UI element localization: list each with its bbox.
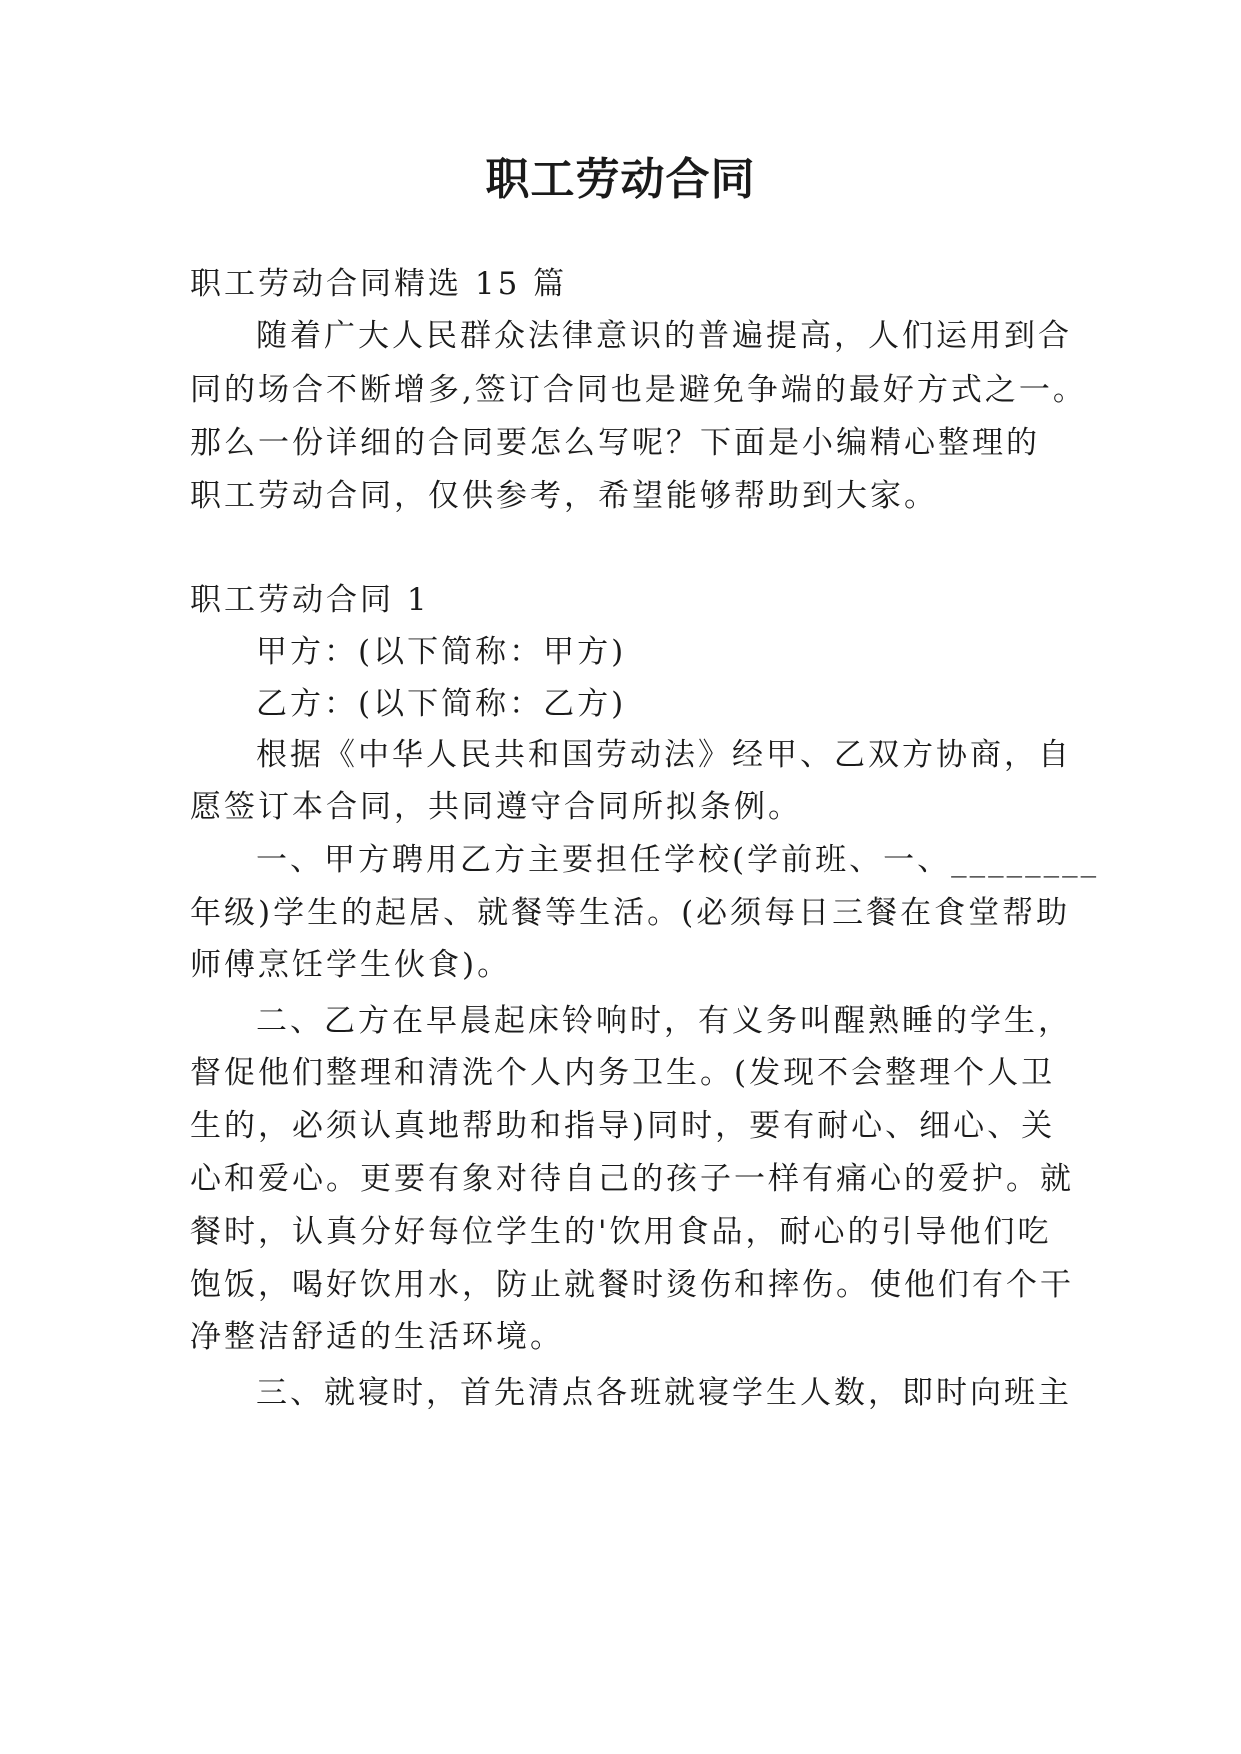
clause-line: 净整洁舒适的生活环境。	[190, 1319, 564, 1355]
party-b-line: 乙方：(以下简称：乙方)	[256, 686, 627, 722]
basis-line: 愿签订本合同，共同遵守合同所拟条例。	[190, 789, 802, 825]
document-title: 职工劳动合同	[485, 154, 756, 205]
clause-line: 心和爱心。更要有象对待自己的孩子一样有痛心的爱护。就	[190, 1161, 1074, 1197]
clause-line: 饱饭，喝好饮用水，防止就餐时烫伤和摔伤。使他们有个干	[190, 1267, 1074, 1303]
clause-line: 师傅烹饪学生伙食)。	[190, 947, 512, 983]
clause-line: 一、甲方聘用乙方主要担任学校(学前班、一、________	[256, 842, 1100, 878]
clause-line: 三、就寝时，首先清点各班就寝学生人数，即时向班主	[256, 1375, 1072, 1411]
clause-line: 年级)学生的起居、就餐等生活。(必须每日三餐在食堂帮助	[190, 895, 1071, 931]
section-heading: 职工劳动合同 1	[190, 582, 430, 618]
clause-line: 生的，必须认真地帮助和指导)同时，要有耐心、细心、关	[190, 1108, 1056, 1144]
clause-line: 餐时，认真分好每位学生的'饮用食品，耐心的引导他们吃	[190, 1214, 1052, 1250]
intro-line: 那么一份详细的合同要怎么写呢？下面是小编精心整理的	[190, 425, 1040, 461]
clause-line: 督促他们整理和清洗个人内务卫生。(发现不会整理个人卫	[190, 1055, 1056, 1091]
document-subtitle: 职工劳动合同精选 15 篇	[190, 266, 568, 302]
intro-line: 职工劳动合同，仅供参考，希望能够帮助到大家。	[190, 478, 938, 514]
clause-line: 二、乙方在早晨起床铃响时，有义务叫醒熟睡的学生，	[256, 1003, 1072, 1039]
intro-line: 随着广大人民群众法律意识的普遍提高，人们运用到合	[256, 318, 1072, 354]
intro-line: 同的场合不断增多,签订合同也是避免争端的最好方式之一。	[190, 372, 1087, 408]
party-a-line: 甲方：(以下简称：甲方)	[256, 634, 627, 670]
basis-line: 根据《中华人民共和国劳动法》经甲、乙双方协商，自	[256, 737, 1072, 773]
